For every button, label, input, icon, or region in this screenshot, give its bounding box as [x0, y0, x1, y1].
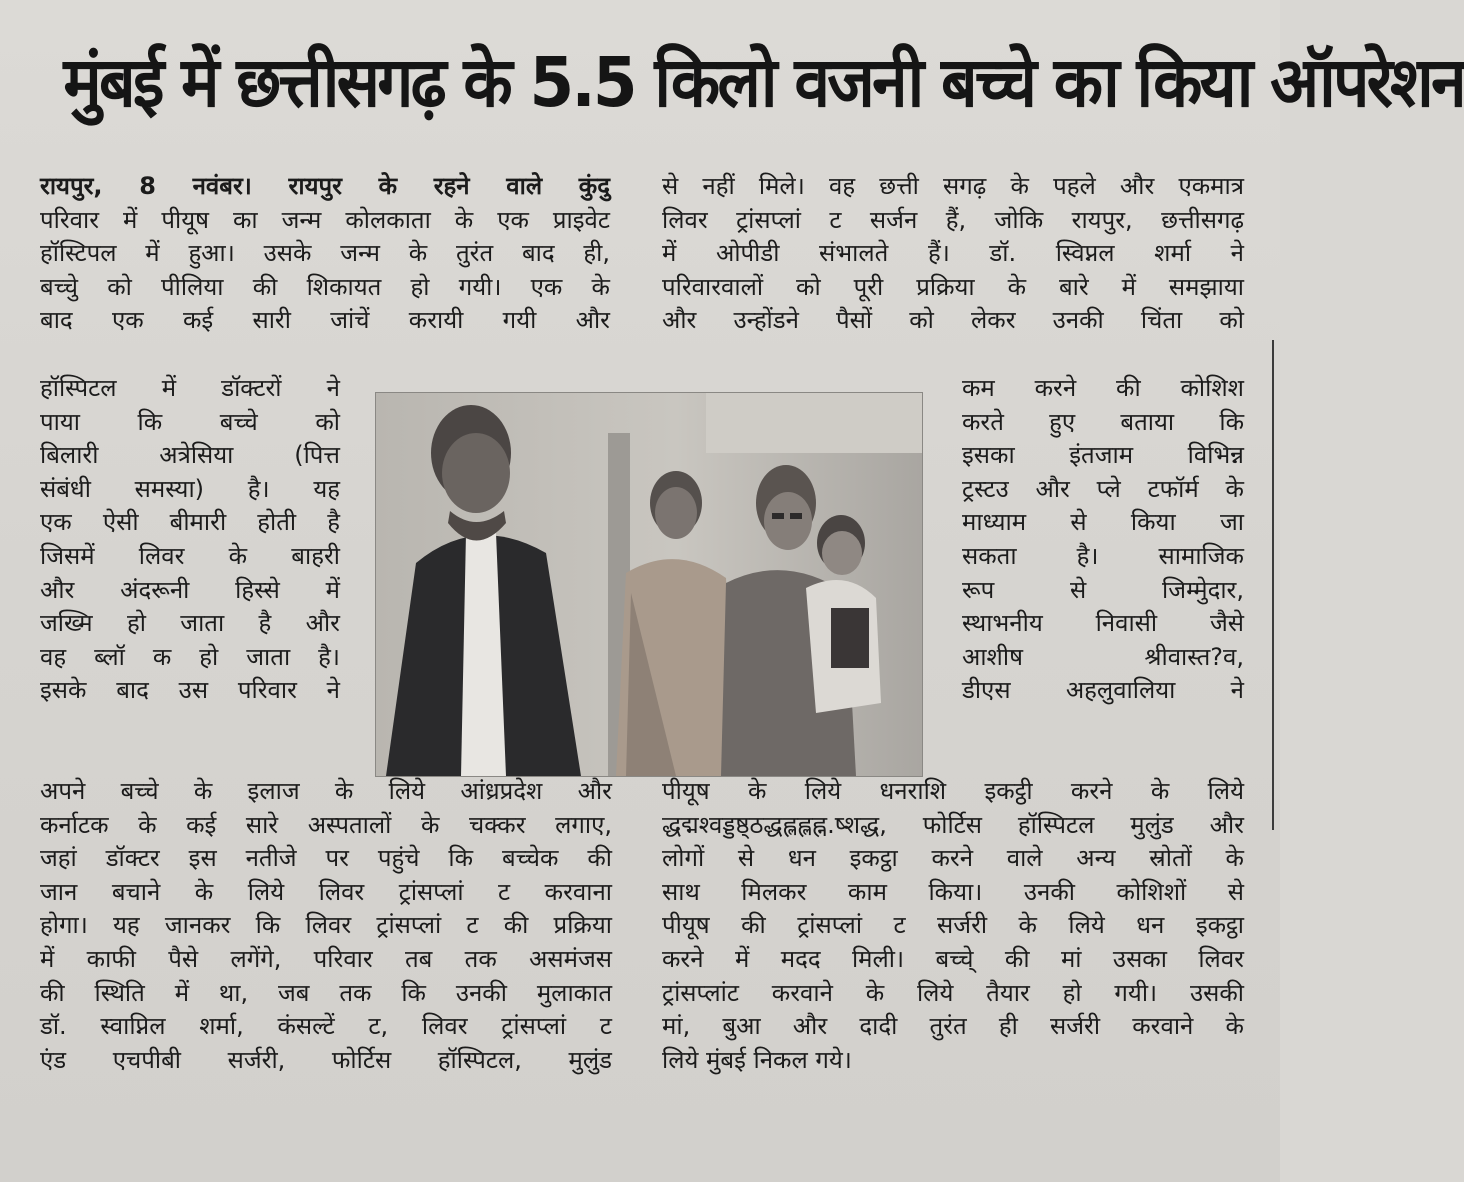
text-line: सकता है। सामाजिक: [962, 541, 1244, 570]
text-line: करते हुए बताया कि: [962, 407, 1244, 436]
text-line: माध्याम से किया जा: [962, 508, 1244, 537]
text-line: मां, बुआ और दादी तुरंत ही सर्जरी करवाने के: [662, 1012, 1244, 1041]
text-line: साथ मिलकर काम किया। उनकी कोशिशों से: [662, 877, 1244, 906]
text-line: कम करने की कोशिश: [962, 374, 1244, 402]
text-line: बाद एक कई सारी जांचें करायी गयी और: [40, 306, 610, 335]
text-line: पीयूष के लिये धनराशि इकट्ठी करने के लिये: [662, 777, 1244, 805]
text-line: एंड एचपीबी सर्जरी, फोर्टिस हॉस्पिटल, मुलुंड: [40, 1045, 612, 1074]
text-line: संबंधी समस्या) है। यह: [40, 474, 340, 503]
text-line: स्थाभनीय निवासी जैसे: [962, 609, 1244, 638]
text-line: ट्रस्टउ और प्ले टफॉर्म के: [962, 474, 1244, 503]
text-line: डीएस अहलुवालिया ने: [962, 676, 1244, 705]
text-line: बिलारी अत्रेसिया (पित्त: [40, 441, 340, 470]
group-photo-icon: [376, 393, 922, 776]
text-line: से नहीं मिले। वह छत्ती सगढ़ के पहले और एकमात्र: [662, 172, 1244, 200]
text-line: की स्थिति में था, जब तक कि उनकी मुलाकात: [40, 978, 612, 1007]
text-line: आशीष श्रीवास्त?व,: [962, 642, 1244, 671]
text-line: लिवर ट्रांसप्लां ट सर्जन हैं, जोकि रायपुर, छत्तीसगढ़: [662, 205, 1244, 234]
left-column-bottom: [40, 775, 612, 1077]
text-line: होगा। यह जानकर कि लिवर ट्रांसप्लां ट की प्रक्रिया: [40, 911, 612, 940]
left-column-top: [40, 170, 610, 338]
text-line: हॉस्पिटल में डॉक्टरों ने: [40, 374, 340, 402]
text-line: जख्मि हो जाता है और: [40, 609, 340, 638]
text-line: जहां डॉक्टर इस नतीजे पर पहुंचे कि बच्चेक की: [40, 844, 612, 873]
text-line: रायपुर, 8 नवंबर। रायपुर के रहने वाले कुंदु: [40, 172, 610, 200]
text-line: करने में मदद मिली। बच्चे् की मां उसका लिवर: [662, 944, 1244, 973]
text-line: जिसमें लिवर के बाहरी: [40, 541, 340, 570]
column-rule: [1272, 340, 1274, 830]
text-line: लिये मुंबई निकल गये।: [662, 1045, 852, 1074]
right-column-top: [662, 170, 1244, 338]
right-column-bottom: [662, 775, 1244, 1077]
text-line: रूप से जिम्मेुदार,: [962, 575, 1244, 604]
text-line: वह ब्लॉ क हो जाता है।: [40, 642, 340, 671]
text-line: ट्रांसप्लांट करवाने के लिये तैयार हो गयी। उसकी: [662, 978, 1244, 1007]
text-line: कर्नाटक के कई सारे अस्पतालों के चक्कर लगाए,: [40, 810, 612, 839]
text-line: इसका इंतजाम विभिन्न: [962, 441, 1244, 470]
news-photo: [375, 392, 923, 777]
text-line: पीयूष की ट्रांसप्लां ट सर्जरी के लिये धन इकट्ठा: [662, 911, 1244, 940]
text-line: और अंदरूनी हिस्से में: [40, 575, 340, 604]
text-line: डॉ. स्वाप्निल शर्मा, कंसल्टें ट, लिवर ट्रांसप्लां ट: [40, 1012, 612, 1041]
text-line: लोगों से धन इकट्ठा करने वाले अन्य स्रोतों के: [662, 844, 1244, 873]
text-line: परिवारवालों को पूरी प्रक्रिया के बारे में समझाया: [662, 272, 1244, 301]
text-line: में काफी पैसे लगेंगे, परिवार तब तक असमंजस: [40, 944, 612, 973]
text-line: एक ऐसी बीमारी होती है: [40, 508, 340, 537]
left-column-wrap: [40, 372, 340, 708]
text-line: और उन्होंडने पैसों को लेकर उनकी चिंता को: [662, 306, 1244, 335]
right-column-wrap: [962, 372, 1244, 708]
headline: मुंबई में छत्तीसगढ़ के 5.5 किलो वजनी बच्चे का किया ऑपरेशन: [63, 43, 1464, 123]
text-line: बच्चेु को पीलिया की शिकायत हो गयी। एक के: [40, 272, 610, 301]
text-line: में ओपीडी संभालते हैं। डॉ. स्विप्नल शर्मा ने: [662, 239, 1244, 268]
text-line: पाया कि बच्चे को: [40, 407, 340, 436]
text-line: द्धद्मश्वड्डष्ठ्ठद्धह्लह्लह्न.ष्शद्ध, फोर्टिस हॉस्पिटल मुलुंड और: [662, 810, 1244, 839]
text-line: हॉस्टिपल में हुआ। उसके जन्म के तुरंत बाद ही,: [40, 239, 610, 268]
text-line: परिवार में पीयूष का जन्म कोलकाता के एक प्राइवेट: [40, 205, 610, 234]
text-line: जान बचाने के लिये लिवर ट्रांसप्लां ट करवाना: [40, 877, 612, 906]
text-line: अपने बच्चे के इलाज के लिये आंध्रप्रदेश और: [40, 777, 612, 805]
text-line: इसके बाद उस परिवार ने: [40, 676, 340, 705]
